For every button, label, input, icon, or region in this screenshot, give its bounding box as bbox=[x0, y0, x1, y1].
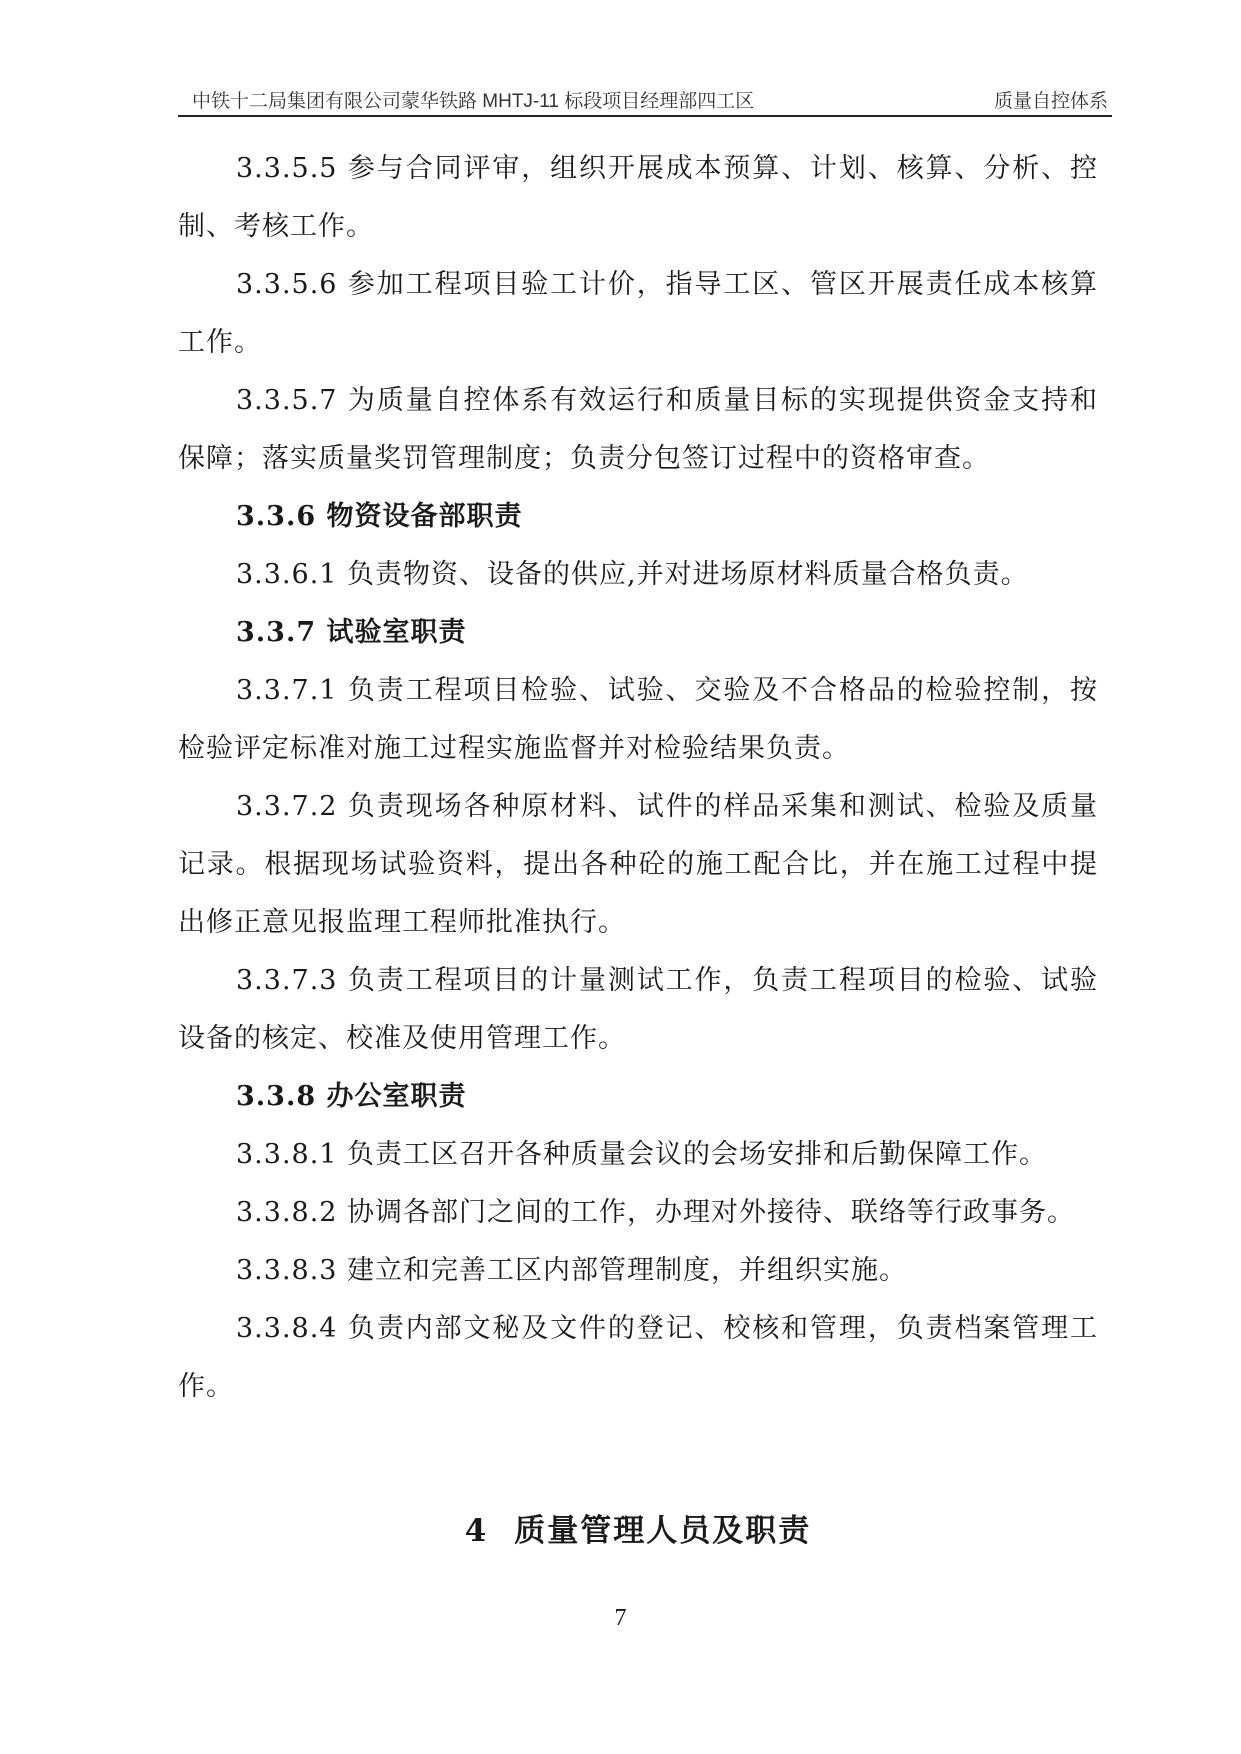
paragraph-3-3-7-1: 3.3.7.1 负责工程项目检验、试验、交验及不合格品的检验控制，按检验评定标准对施工过程实施监督并对检验结果负责。 bbox=[178, 675, 1098, 764]
header-organization: 中铁十二局集团有限公司蒙华铁路 MHTJ-11 标段项目经理部四工区 bbox=[192, 91, 755, 112]
section-heading-3-3-8: 3.3.8 办公室职责 bbox=[236, 1081, 467, 1112]
paragraph-3-3-5-6: 3.3.5.6 参加工程项目验工计价，指导工区、管区开展责任成本核算工作。 bbox=[178, 269, 1098, 358]
page-number: 7 bbox=[614, 1605, 627, 1631]
paragraph-3-3-7-3: 3.3.7.3 负责工程项目的计量测试工作，负责工程项目的检验、试验设备的核定、校准及使用管理工作。 bbox=[178, 965, 1098, 1054]
paragraph-3-3-8-4: 3.3.8.4 负责内部文秘及文件的登记、校核和管理，负责档案管理工作。 bbox=[178, 1313, 1098, 1402]
paragraph-3-3-5-5: 3.3.5.5 参与合同评审，组织开展成本预算、计划、核算、分析、控制、考核工作。 bbox=[178, 153, 1098, 242]
header-document-title: 质量自控体系 bbox=[993, 91, 1108, 112]
chapter-title: 质量管理人员及职责 bbox=[514, 1513, 812, 1549]
chapter-number: 4 bbox=[464, 1513, 489, 1549]
chapter-heading bbox=[178, 1505, 1098, 1550]
paragraph-3-3-8-2: 3.3.8.2 协调各部门之间的工作，办理对外接待、联络等行政事务。 bbox=[236, 1197, 1076, 1228]
section-heading-3-3-7: 3.3.7 试验室职责 bbox=[236, 617, 467, 648]
paragraph-3-3-8-3: 3.3.8.3 建立和完善工区内部管理制度，并组织实施。 bbox=[236, 1255, 908, 1286]
section-heading-3-3-6: 3.3.6 物资设备部职责 bbox=[236, 501, 523, 532]
header-rule bbox=[178, 115, 1112, 117]
paragraph-3-3-7-2: 3.3.7.2 负责现场各种原材料、试件的样品采集和测试、检验及质量记录。根据现场试验资料，提出各种砼的施工配合比，并在施工过程中提出修正意见报监理工程师批准执行。 bbox=[178, 791, 1098, 938]
paragraph-3-3-8-1: 3.3.8.1 负责工区召开各种质量会议的会场安排和后勤保障工作。 bbox=[236, 1139, 1048, 1170]
document-body bbox=[178, 140, 1098, 1416]
page-header bbox=[178, 86, 1112, 116]
paragraph-3-3-6-1: 3.3.6.1 负责物资、设备的供应,并对进场原材料质量合格负责。 bbox=[236, 559, 1029, 590]
paragraph-3-3-5-7: 3.3.5.7 为质量自控体系有效运行和质量目标的实现提供资金支持和保障；落实质量奖罚管理制度；负责分包签订过程中的资格审查。 bbox=[178, 385, 1098, 474]
